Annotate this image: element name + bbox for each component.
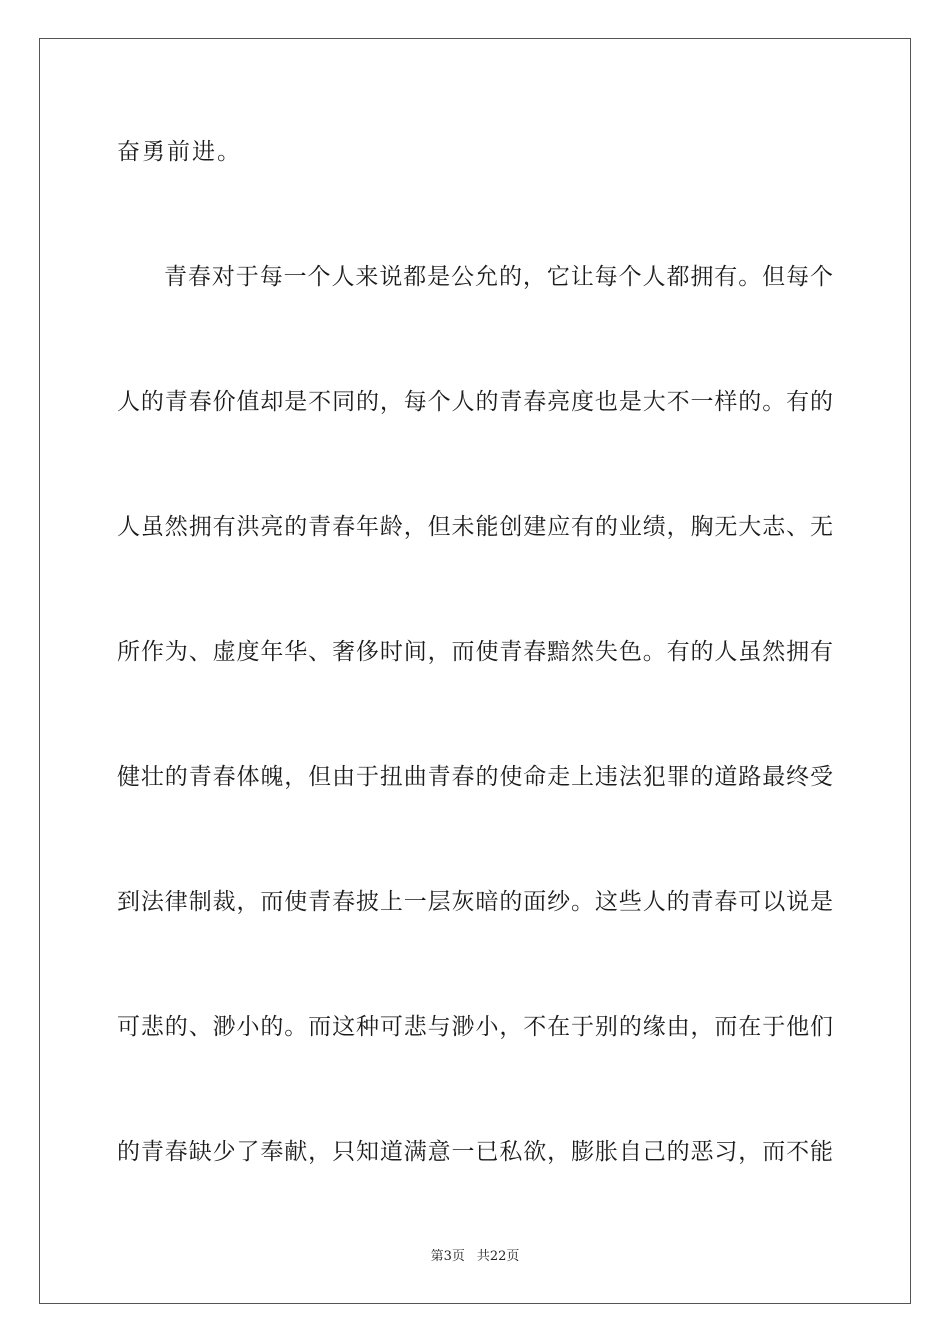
text-line-9: 的青春缺少了奉献，只知道满意一已私欲，膨胀自己的恶习，而不能 [117,1139,833,1165]
text-line-7: 到法律制裁，而使青春披上一层灰暗的面纱。这些人的青春可以说是 [117,889,833,915]
text-line-6: 健壮的青春体魄，但由于扭曲青春的使命走上违法犯罪的道路最终受 [117,764,833,790]
page-footer [0,1248,950,1266]
text-line-4: 人虽然拥有洪亮的青春年龄，但未能创建应有的业绩，胸无大志、无 [117,514,833,540]
text-line-1: 奋勇前进。 [117,139,242,165]
text-line-2: 青春对于每一个人来说都是公允的，它让每个人都拥有。但每个 [164,264,833,290]
page-border [39,38,911,1304]
page-number: 第3页 [430,1249,465,1264]
text-line-5: 所作为、虚度年华、奢侈时间，而使青春黯然失色。有的人虽然拥有 [117,639,833,665]
page-total: 共22页 [476,1249,520,1264]
text-line-3: 人的青春价值却是不同的，每个人的青春亮度也是大不一样的。有的 [117,389,833,415]
text-line-8: 可悲的、渺小的。而这种可悲与渺小，不在于别的缘由，而在于他们 [117,1014,833,1040]
